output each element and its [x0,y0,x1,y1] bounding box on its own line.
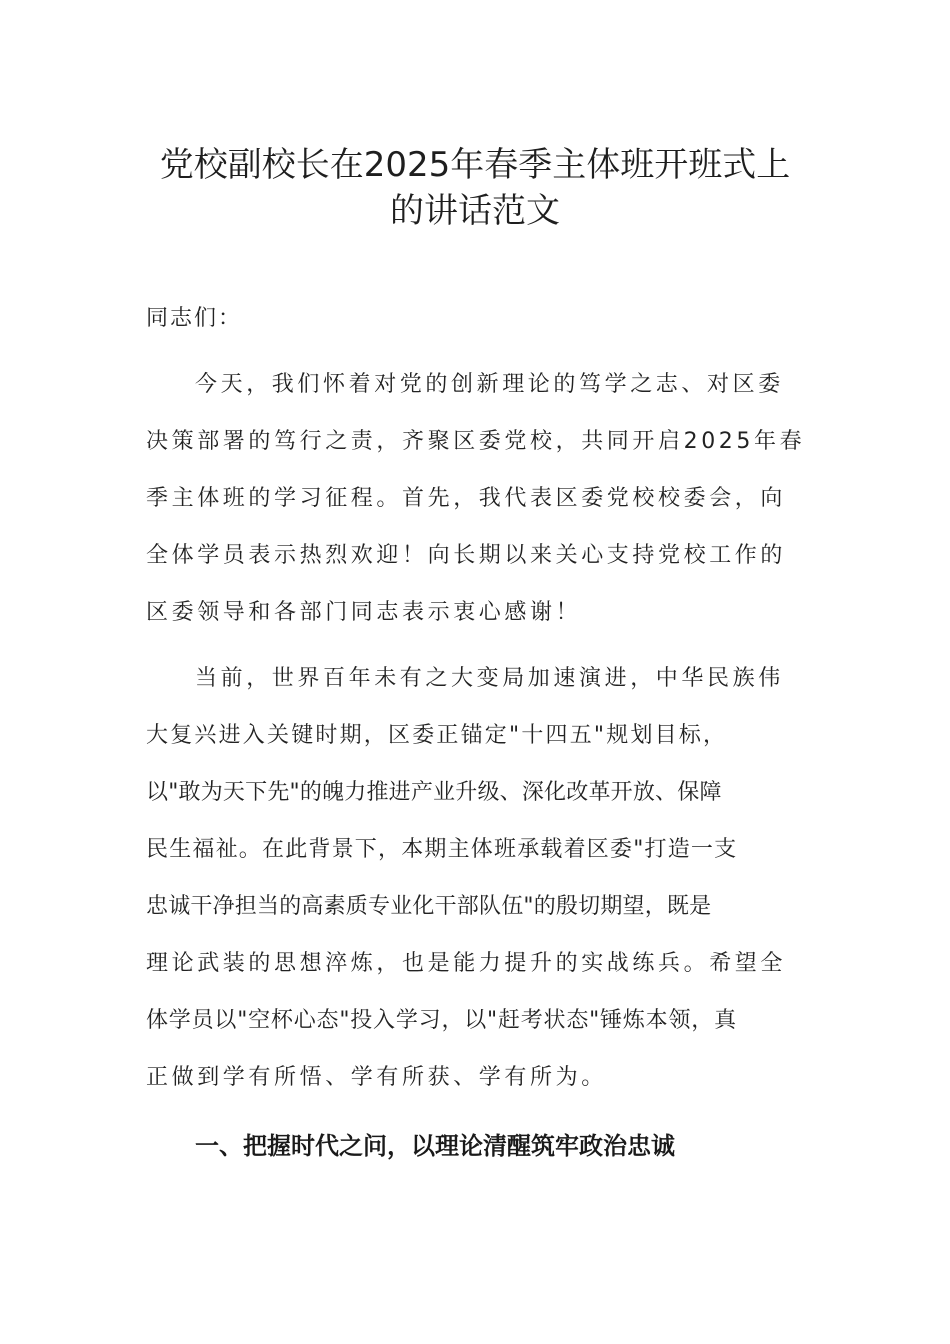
paragraph-line: 忠诚干净担当的高素质专业化干部队伍"的殷切期望，既是 [146,894,712,919]
paragraph-line: 当前，世界百年未有之大变局加速演进，中华民族伟 [195,666,784,691]
paragraph-line: 正做到学有所悟、学有所获、学有所为。 [146,1065,607,1090]
document-title-line-2: 的讲话范文 [390,191,560,231]
document-title-line-1: 党校副校长在2025年春季主体班开班式上 [159,145,791,185]
paragraph-line: 今天，我们怀着对党的创新理论的笃学之志、对区委 [195,372,784,397]
paragraph-line: 体学员以"空杯心态"投入学习，以"赶考状态"锤炼本领，真 [146,1008,737,1033]
section-heading-1: 一、把握时代之问，以理论清醒筑牢政治忠诚 [195,1132,675,1160]
paragraph-line: 理论武装的思想淬炼，也是能力提升的实战练兵。希望全 [146,951,787,976]
paragraph-line: 全体学员表示热烈欢迎！向长期以来关心支持党校工作的 [146,543,787,568]
paragraph-line: 以"敢为天下先"的魄力推进产业升级、深化改革开放、保障 [146,780,722,805]
paragraph-line: 民生福祉。在此背景下，本期主体班承载着区委"打造一支 [146,837,738,862]
paragraph-line: 季主体班的学习征程。首先，我代表区委党校校委会，向 [146,486,787,511]
paragraph-line: 大复兴进入关键时期，区委正锚定"十四五"规划目标， [146,723,728,748]
paragraph-line: 区委领导和各部门同志表示衷心感谢！ [146,600,582,625]
greeting: 同志们： [146,306,243,331]
paragraph-line: 决策部署的笃行之责，齐聚区委党校，共同开启2025年春 [146,429,806,454]
